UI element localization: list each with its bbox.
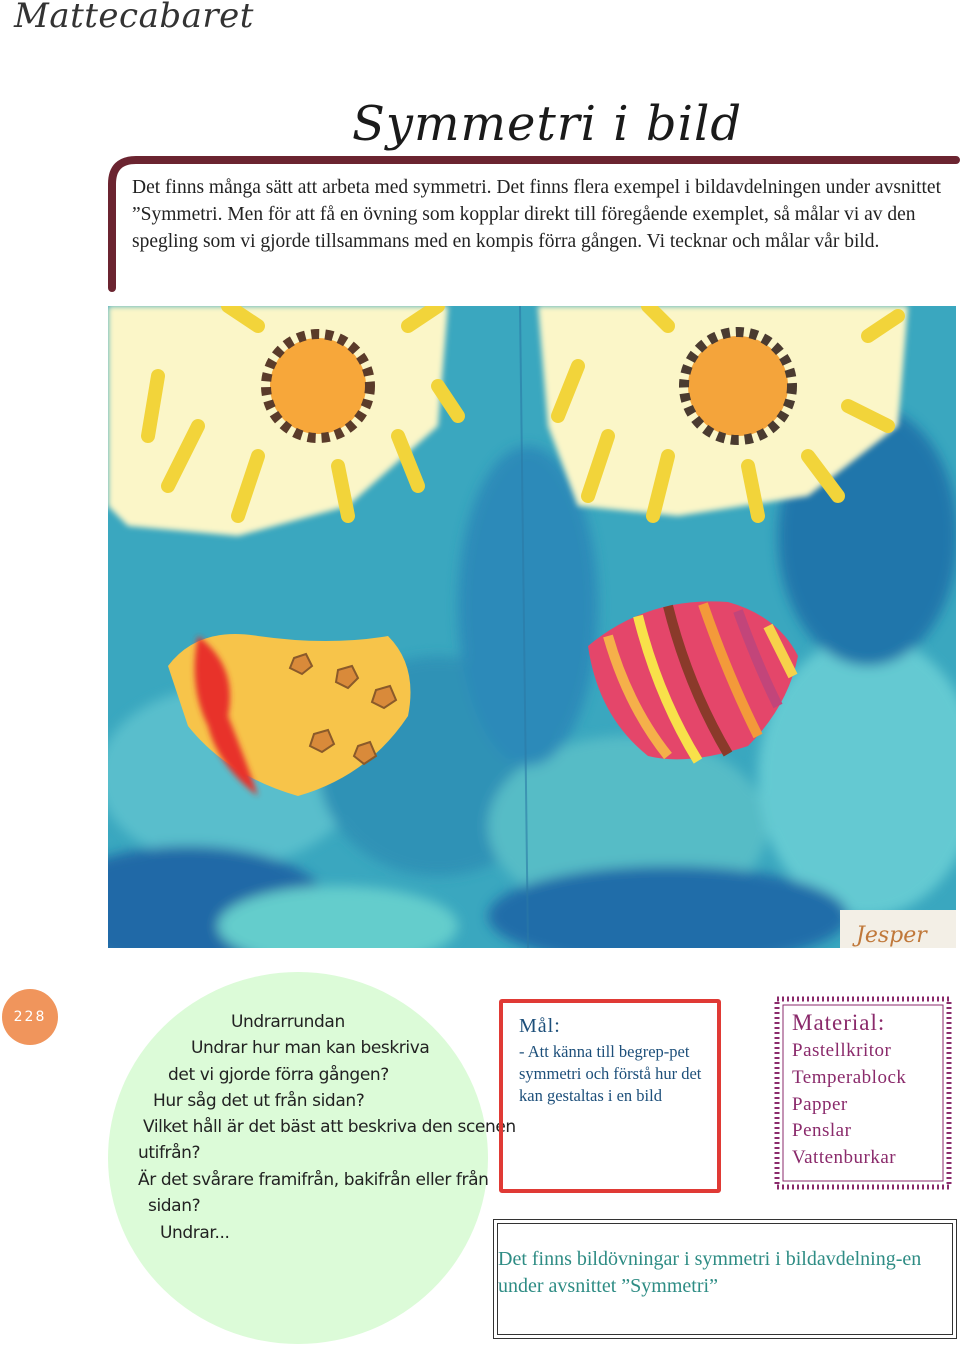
- intro-text: Det finns många sätt att arbeta med symmetri. Det finns flera exempel i bildavdelningen under avsnittet ”Symmetri. Men för att få en övning som kopplar direkt till föregående exemplet, så målar vi av den spegling som vi gjorde tillsammans med en kompis förra gången. Vi tecknar och målar vår bild.: [132, 177, 942, 252]
- wonder-line: Undrar...: [160, 1223, 230, 1243]
- note-box: [493, 1219, 957, 1339]
- wonder-line: Undrarrundan: [231, 1012, 345, 1032]
- wonder-line: sidan?: [148, 1196, 201, 1216]
- wonder-line: det vi gjorde förra gången?: [168, 1065, 389, 1085]
- material-item: Vattenburkar: [792, 1147, 897, 1168]
- wonder-line: Undrar hur man kan beskriva: [191, 1038, 430, 1058]
- goal-box: [499, 999, 721, 1193]
- material-item: Penslar: [792, 1120, 852, 1141]
- wonder-line: utifrån?: [138, 1143, 201, 1163]
- material-item: Temperablock: [792, 1067, 907, 1088]
- material-item: Pastellkritor: [792, 1040, 892, 1061]
- goal-text: - Att känna till begrep-pet symmetri och förstå hur det kan gestaltas i en bild: [519, 1042, 702, 1105]
- painting-signature: Jesper: [856, 923, 927, 948]
- child-painting: [108, 306, 956, 948]
- note-text: Det finns bildövningar i symmetri i bildavdelning-en under avsnittet ”Symmetri”: [498, 1248, 922, 1297]
- page-title: Symmetri i bild: [352, 96, 743, 152]
- material-heading: Material:: [792, 1010, 886, 1035]
- material-item: Papper: [792, 1094, 848, 1115]
- wonder-line: Hur såg det ut från sidan?: [153, 1091, 365, 1111]
- goal-heading: Mål:: [519, 1015, 561, 1037]
- page-number-badge: 228: [2, 989, 58, 1045]
- material-box: [774, 996, 952, 1190]
- wonder-line: Vilket håll är det bäst att beskriva den scenen: [143, 1117, 516, 1137]
- brand-title: Mattecabaret: [14, 0, 254, 36]
- wonder-line: Är det svårare framifrån, bakifrån eller från: [138, 1170, 489, 1190]
